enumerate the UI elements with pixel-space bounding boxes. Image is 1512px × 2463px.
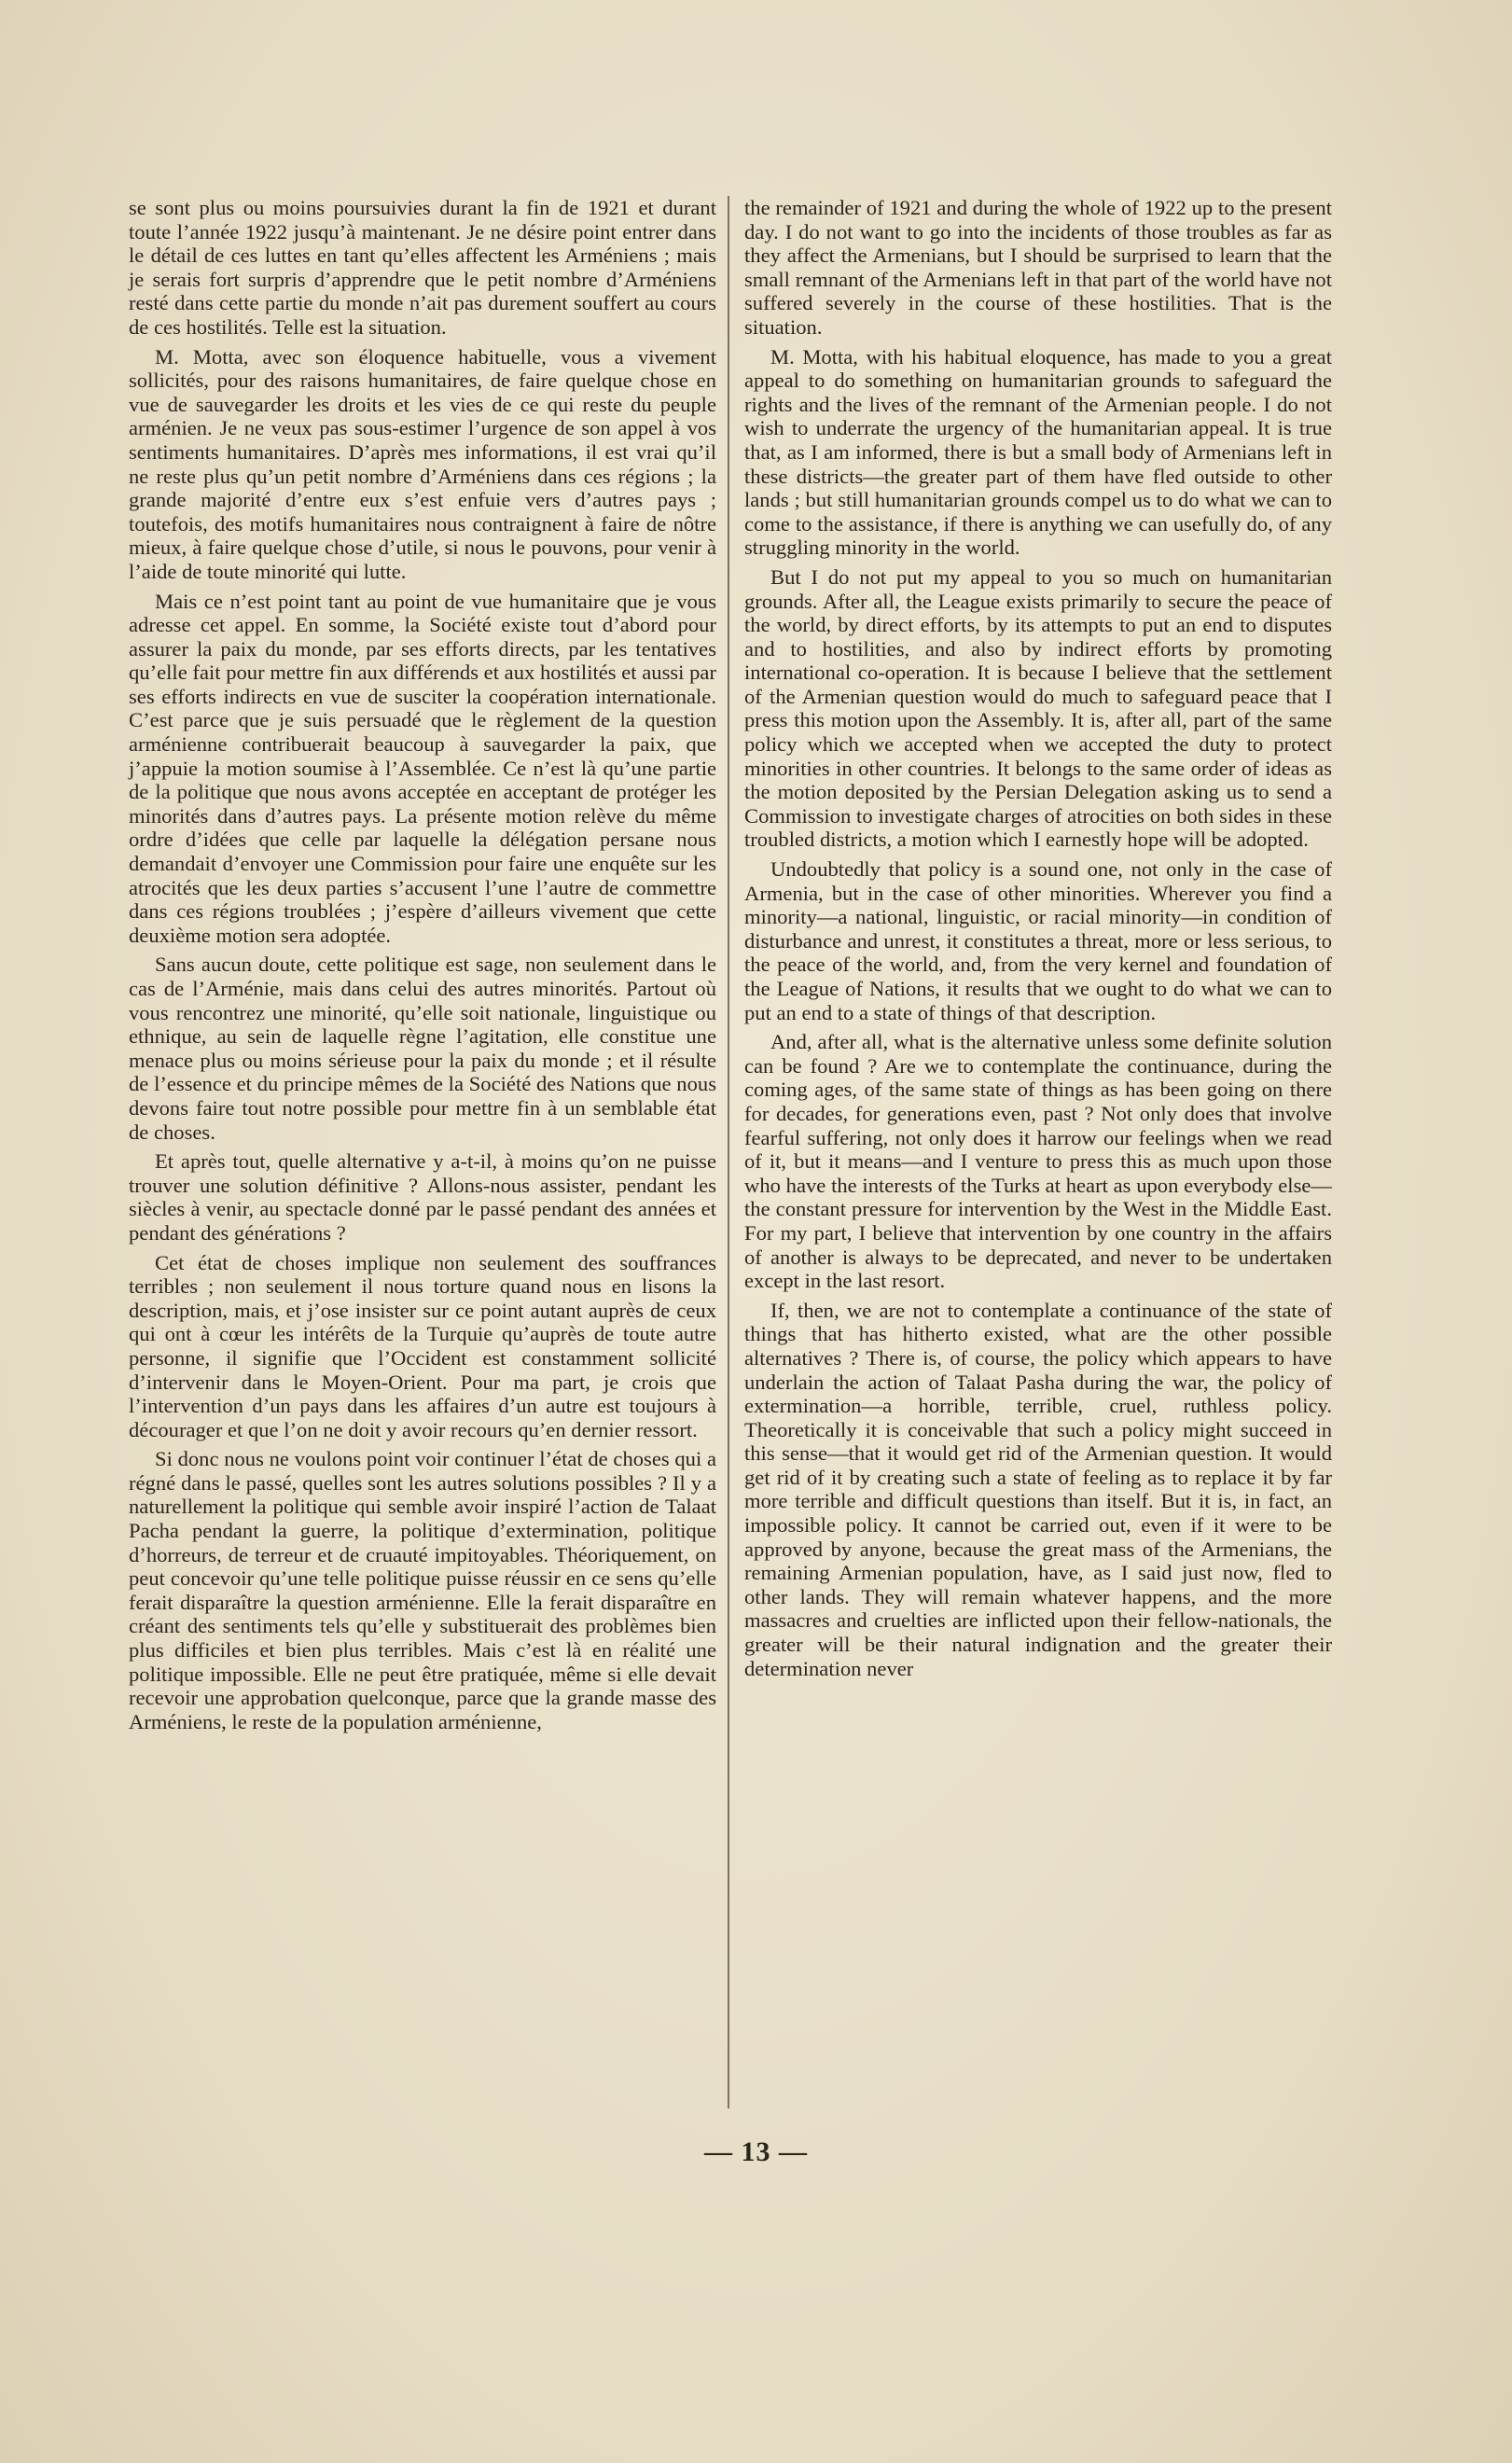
french-paragraph-2: M. Motta, avec son éloquence habituelle, vous a vivement sollicités, pour des raisons humanitaires, de faire quelque chose en vue de sauvegarder les droits et les vies de ce qui reste du peuple arménien. Je ne veux pas sous-estimer l’urgence de son appel à vos sentiments humanitaires. D’après mes informations, il est vrai qu’il ne reste plus qu’un petit nombre d’Arméniens dans ces régions ; la grande majorité d’entre eux s’est enfuie vers d’autres pays ; toutefois, des motifs humanitaires nous contraignent à faire de nôtre mieux, à faire quelque chose d’utile, si nous le pouvons, pour venir à l’aide de toute minorité qui lutte. bbox=[129, 344, 716, 583]
french-paragraph-5: Et après tout, quelle alternative y a-t-il, à moins qu’on ne puisse trouver une solution définitive ? Allons-nous assister, pendant les siècles à venir, au spectacle donné par le passé pendant des années et pendant des générations ? bbox=[129, 1149, 716, 1245]
english-paragraph-4: Undoubtedly that policy is a sound one, not only in the case of Armenia, but in the case of other minorities. Wherever you find a minority—a national, linguistic, or racial minority—in condition of disturbance and unrest, it constitutes a threat, more or less serious, to the peace of the world, and, from the very kernel and foundation of the League of Nations, it results that we ought to do what we can to put an end to a state of things of that description. bbox=[744, 857, 1332, 1024]
english-column bbox=[744, 196, 1332, 1686]
french-column bbox=[129, 196, 716, 1739]
french-paragraph-6: Cet état de choses implique non seulement des souffrances terribles ; non seulement il nous torture quand nous en lisons la description, mais, et j’ose insister sur ce point autant auprès de ceux qui ont à cœur les intérêts de la Turquie qu’auprès de toute autre personne, il signifie que l’Occident est constamment sollicité d’intervenir dans le Moyen-Orient. Pour ma part, je crois que l’intervention d’un pays dans les affaires d’un autre est toujours à décourager et que l’on ne doit y avoir recours qu’en dernier ressort. bbox=[129, 1250, 716, 1441]
english-paragraph-2: M. Motta, with his habitual eloquence, has made to you a great appeal to do something on humanitarian grounds to safeguard the rights and the lives of the remnant of the Armenian people. I do not wish to underrate the urgency of the humanitarian appeal. It is true that, as I am informed, there is but a small body of Armenians left in these districts—the greater part of them have fled outside to other lands ; but still humanitarian grounds compel us to do what we can to come to the assistance, if there is anything we can usefully do, of any struggling minority in the world. bbox=[744, 344, 1332, 560]
french-paragraph-7: Si donc nous ne voulons point voir continuer l’état de choses qui a régné dans le passé, quelles sont les autres solutions possibles ? Il y a naturellement la politique qui semble avoir inspiré l’action de Talaat Pacha pendant la guerre, la politique d’extermination, politique d’horreurs, de terreur et de cruauté impitoyables. Théoriquement, on peut concevoir qu’une telle politique puisse réussir en ce sens qu’elle ferait disparaître la question arménienne. Elle la ferait disparaître en créant des sentiments tels qu’elle y substituerait des problèmes bien plus difficiles et bien plus terribles. Mais c’est là en réalité une politique impossible. Elle ne peut être pratiquée, même si elle devait recevoir une approbation quelconque, parce que la grande masse des Arméniens, le reste de la population arménienne, bbox=[129, 1447, 716, 1733]
english-paragraph-1: the remainder of 1921 and during the whole of 1922 up to the present day. I do not want to go into the incidents of those troubles as far as they affect the Armenians, but I should be surprised to learn that the small remnant of the Armenians left in that part of the world have not suffered severely in the course of these hostilities. That is the situation. bbox=[744, 196, 1332, 339]
french-paragraph-3: Mais ce n’est point tant au point de vue humanitaire que je vous adresse cet appel. En somme, la Société existe tout d’abord pour assurer la paix du monde, par ses efforts directs, par les tentatives qu’elle fait pour mettre fin aux différends et aux hostilités et aussi par ses efforts indirects en vue de susciter la coopération internationale. C’est parce que je suis persuadé que le règlement de la question arménienne contribuerait beaucoup à sauvegarder la paix, que j’appuie la motion soumise à l’Assemblée. Ce n’est là qu’une partie de la politique que nous avons acceptée en acceptant de protéger les minorités dans d’autres pays. La présente motion relève du même ordre d’idées que celle par laquelle la délégation persane nous demandait d’envoyer une Commission pour faire une enquête sur les atrocités que les deux parties s’accusent l’une l’autre de commettre dans ces régions troublées ; j’espère d’ailleurs vivement que cette deuxième motion sera adoptée. bbox=[129, 589, 716, 947]
page-number: — 13 — bbox=[704, 2136, 808, 2167]
english-paragraph-5: And, after all, what is the alternative unless some definite solution can be found ? Are we to contemplate the continuance, during the coming ages, of the same state of things as has been going on there for decades, for generations even, past ? Not only does that involve fearful suffering, not only does it harrow our feelings when we read of it, but it means—and I venture to press this as much upon those who have the interests of the Turks at heart as upon everybody else—the constant pressure for intervention by the West in the Middle East. For my part, I believe that intervention by one country in the affairs of another is always to be deprecated, and never to be undertaken except in the last resort. bbox=[744, 1030, 1332, 1293]
french-paragraph-4: Sans aucun doute, cette politique est sage, non seulement dans le cas de l’Arménie, mais dans celui des autres minorités. Partout où vous rencontrez une minorité, qu’elle soit nationale, linguistique ou ethnique, au sein de laquelle règne l’agitation, elle constitue une menace plus ou moins sérieuse pour la paix du monde ; et il résulte de l’essence et du principe mêmes de la Société des Nations que nous devons faire tout notre possible pour mettre fin à un semblable état de choses. bbox=[129, 953, 716, 1144]
column-divider bbox=[728, 196, 729, 2108]
french-paragraph-1: se sont plus ou moins poursuivies durant la fin de 1921 et durant toute l’année 1922 jusqu’à maintenant. Je ne désire point entrer dans le détail de ces luttes en tant qu’elles affectent les Arméniens ; mais je serais fort surpris d’apprendre que le petit nombre d’Arméniens resté dans cette partie du monde n’ait pas durement souffert au cours de ces hostilités. Telle est la situation. bbox=[129, 196, 716, 339]
english-paragraph-6: If, then, we are not to contemplate a continuance of the state of things that has hitherto existed, what are the other possible alternatives ? There is, of course, the policy which appears to have underlain the action of Talaat Pasha during the war, the policy of extermination—a horrible, terrible, cruel, ruthless policy. Theoretically it is conceivable that such a policy might succeed in this sense—that it would get rid of the Armenian question. It would get rid of it by creating such a state of feeling as to replace it by far more terrible and difficult questions than itself. But it is, in fact, an impossible policy. It cannot be carried out, even if it were to be approved by anyone, because the great mass of the Armenians, the remaining Armenian population, have, as I said just now, fled to other lands. They will remain whatever happens, and the more massacres and cruelties are inflicted upon their fellow-nationals, the greater will be their natural indignation and the greater their determination never bbox=[744, 1298, 1332, 1680]
english-paragraph-3: But I do not put my appeal to you so much on humanitarian grounds. After all, the League exists primarily to secure the peace of the world, by direct efforts, by its attempts to put an end to disputes and to hostilities, and also by indirect efforts by promoting international co-operation. It is because I believe that the settlement of the Armenian question would do much to safeguard peace that I press this motion upon the Assembly. It is, after all, part of the same policy which we accepted when we accepted the duty to protect minorities in other countries. It belongs to the same order of ideas as the motion deposited by the Persian Delegation asking us to send a Commission to investigate charges of atrocities on both sides in these troubled districts, a motion which I earnestly hope will be adopted. bbox=[744, 564, 1332, 852]
